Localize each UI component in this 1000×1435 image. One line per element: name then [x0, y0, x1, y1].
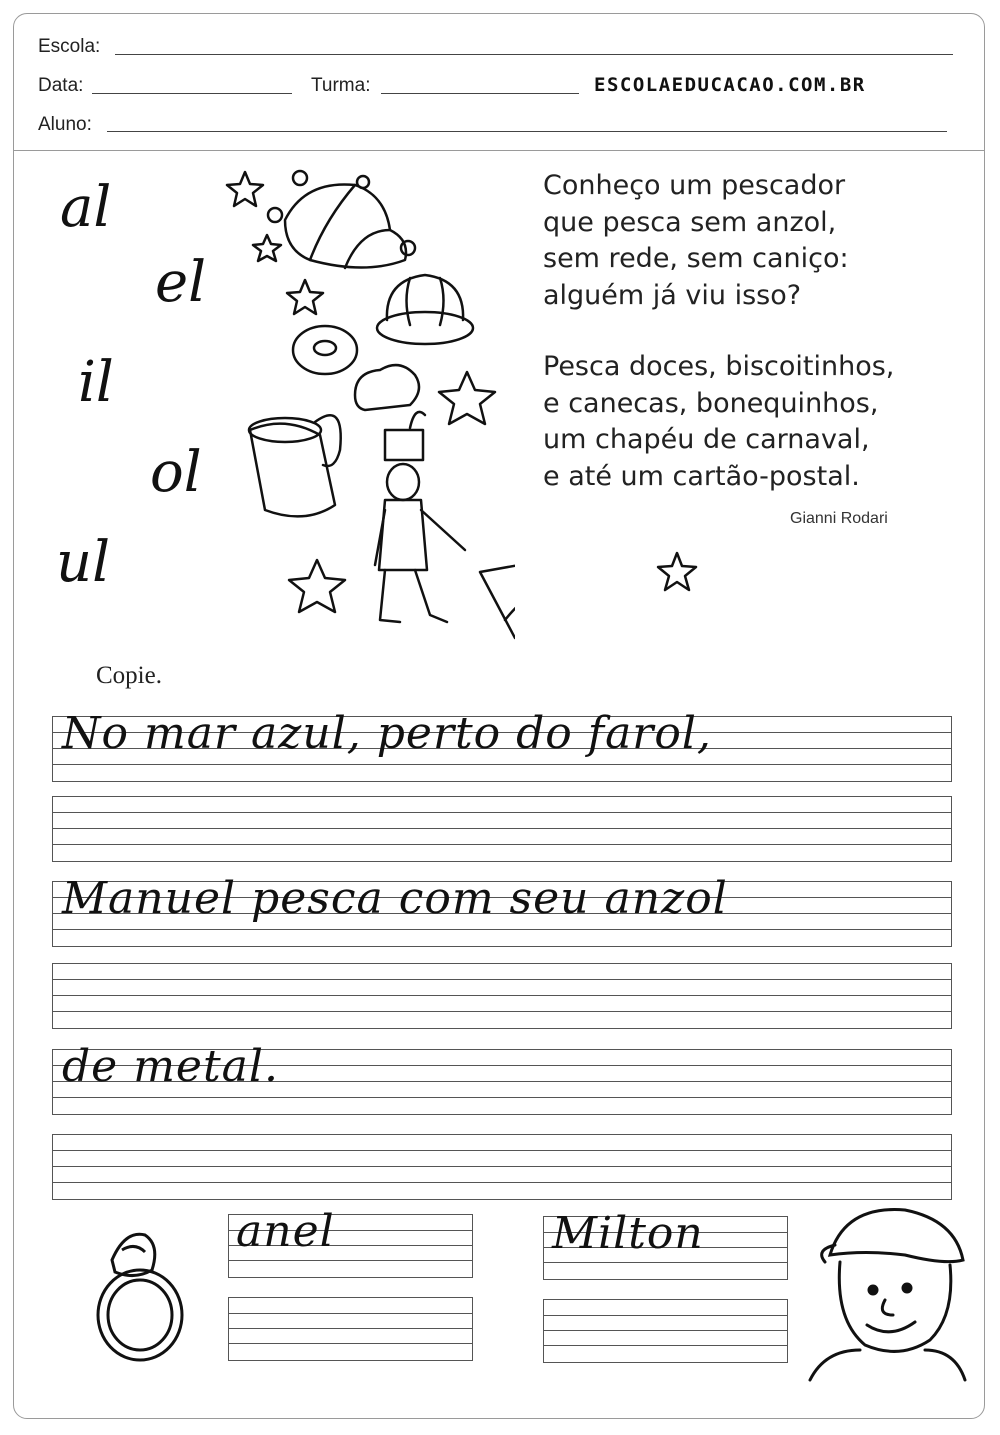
syllable-ul: ul: [56, 530, 110, 595]
poem-line: Pesca doces, biscoitinhos,: [543, 351, 895, 382]
writing-line-blank[interactable]: [228, 1297, 473, 1361]
star-icon: [287, 280, 323, 314]
exercise-instruction: Copie.: [96, 662, 162, 689]
jester-hat-icon: [268, 171, 415, 268]
student-field[interactable]: [107, 131, 947, 132]
poem-line: um chapéu de carnaval,: [543, 424, 870, 455]
poem-line: alguém já viu isso?: [543, 279, 802, 311]
writing-line-blank[interactable]: [52, 963, 952, 1029]
class-label: Turma:: [311, 75, 371, 96]
student-label: Aluno:: [38, 114, 92, 135]
writing-line-blank[interactable]: [52, 796, 952, 862]
syllable-al: al: [60, 175, 112, 240]
toy-soldier-icon: [375, 412, 465, 622]
star-icon: [289, 560, 345, 612]
boy-face-icon: [805, 1200, 970, 1385]
poem-author: Gianni Rodari: [790, 510, 888, 527]
date-field[interactable]: [92, 93, 292, 94]
poem-stanza-2: [543, 349, 894, 495]
school-label: Escola:: [38, 36, 101, 57]
syllable-el: el: [155, 250, 207, 315]
bread-icon: [355, 365, 419, 410]
poem-line: e canecas, bonequinhos,: [543, 387, 879, 419]
word-milton: Milton: [552, 1208, 704, 1259]
poem-line: e até um cartão-postal.: [543, 460, 860, 492]
poem-line: que pesca sem anzol,: [543, 206, 837, 238]
cake-icon: [377, 275, 473, 344]
star-icon: [655, 550, 700, 595]
writing-line-blank[interactable]: [52, 1134, 952, 1200]
ring-icon: [90, 1220, 200, 1370]
star-icon: [253, 235, 281, 261]
model-sentence-3: de metal.: [62, 1041, 279, 1092]
date-label: Data:: [38, 75, 84, 96]
donut-icon: [293, 326, 357, 374]
poem-stanza-1: [543, 168, 894, 314]
class-field[interactable]: [381, 93, 579, 94]
brand-logo: ESCOLAEDUCACAO.COM.BR: [594, 74, 866, 96]
star-icon: [439, 372, 495, 424]
model-sentence-2: Manuel pesca com seu anzol: [62, 873, 728, 924]
poem-illustration: [215, 160, 515, 650]
star-icon: [227, 172, 263, 206]
word-anel: anel: [236, 1206, 335, 1257]
postcard-icon: [480, 555, 515, 638]
school-field[interactable]: [115, 54, 953, 55]
poem-line: Conheço um pescador: [543, 170, 846, 201]
poem-line: sem rede, sem caniço:: [543, 243, 849, 274]
syllable-il: il: [78, 350, 114, 415]
syllable-ol: ol: [150, 440, 202, 505]
header-divider: [13, 150, 985, 151]
model-sentence-1: No mar azul, perto do farol,: [62, 708, 712, 759]
poem: [543, 168, 894, 530]
writing-line-blank[interactable]: [543, 1299, 788, 1363]
mug-icon: [249, 415, 341, 516]
